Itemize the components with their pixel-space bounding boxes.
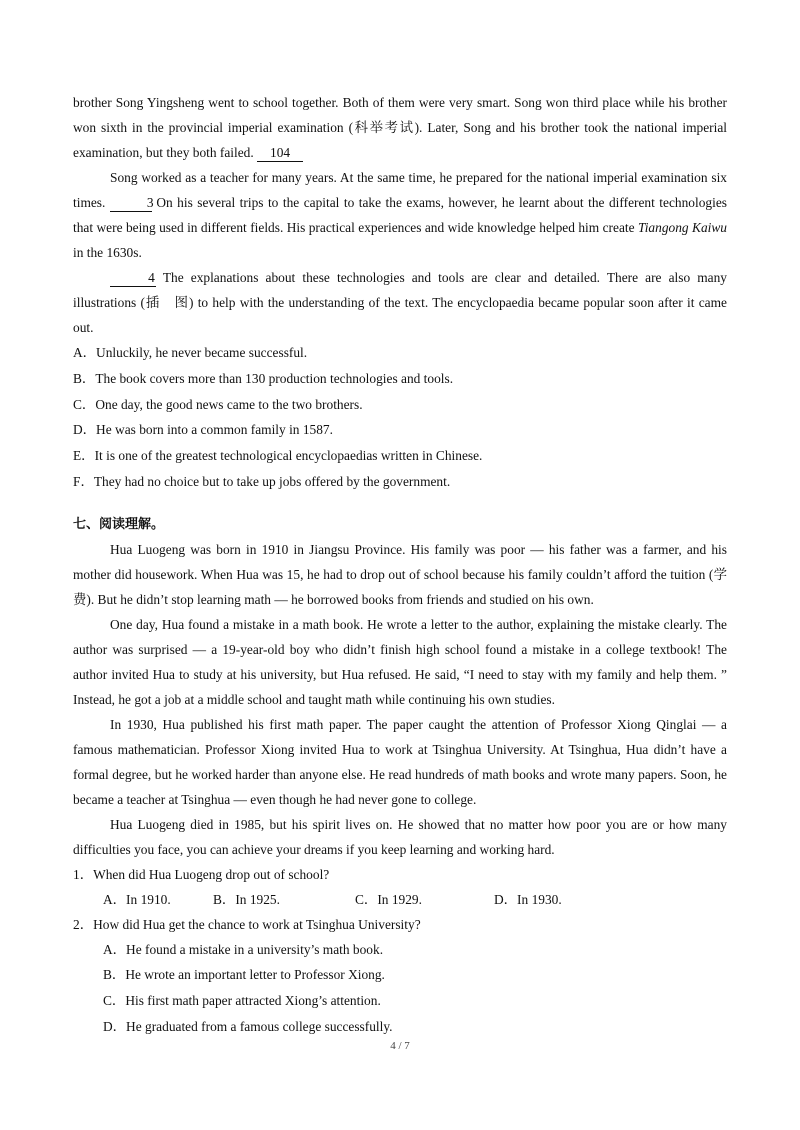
- question-2-stem: 2．How did Hua get the chance to work at Tsinghua University?: [73, 916, 421, 932]
- passage-paragraph-1: brother Song Yingsheng went to school together. Both of them were very smart. Song won third place while his brother won sixth in the provincial imperial examination (科举考试). Later, Song and his brother took the national imperial examination, but they both failed. 104: [73, 95, 727, 160]
- option-c: C．One day, the good news came to the two brothers.: [73, 396, 363, 412]
- option-b: B．The book covers more than 130 production technologies and tools.: [73, 370, 454, 386]
- question-1-stem: 1．When did Hua Luogeng drop out of school?: [73, 866, 330, 882]
- answer-blank-4: 4: [110, 270, 156, 287]
- option-d: D．He was born into a common family in 1587.: [73, 422, 333, 438]
- q2-choice-b: B．He wrote an important letter to Professor Xiong.: [103, 967, 385, 983]
- answer-blank-3: 3: [110, 195, 152, 212]
- q1-choice-d: D．In 1930.: [494, 891, 562, 907]
- document-page: [73, 90, 727, 1039]
- q2-choice-a: A．He found a mistake in a university’s math book.: [103, 941, 384, 957]
- q2-choice-d: D．He graduated from a famous college successfully.: [103, 1018, 393, 1034]
- question-1-choices: [73, 887, 727, 912]
- q1-choice-c: C．In 1929.: [355, 891, 422, 907]
- reading-paragraph-1: Hua Luogeng was born in 1910 in Jiangsu Province. His family was poor — his father was a farmer, and his mother did housework. When Hua was 15, he had to drop out of school because his family couldn’t afford the tuition (学费). But he didn’t stop learning math — he borrowed books from friends and studied on his own.: [73, 541, 727, 607]
- page-number: 4 / 7: [390, 1040, 410, 1052]
- section-heading: 七、阅读理解。: [73, 516, 165, 532]
- option-e: E．It is one of the greatest technological encyclopaedias written in Chinese.: [73, 448, 483, 464]
- reading-paragraph-2: One day, Hua found a mistake in a math book. He wrote a letter to the author, explaining the mistake clearly. The author was surprised — a 19-year-old boy who didn’t finish high school found a mistake in a college textbook! The author invited Hua to study at his university, but Hua refused. He said, “I need to stay with my family and help them. ” Instead, he got a job at a middle school and taught math while continuing his own studies.: [73, 616, 727, 707]
- answer-blank-104: 104: [257, 145, 303, 162]
- q1-choice-b: B．In 1925.: [213, 891, 280, 907]
- passage-paragraph-2: Song worked as a teacher for many years. At the same time, he prepared for the national imperial examination six times. 3 On his several trips to the capital to take the exams, however, he learnt about the different technologies that were being used in different fields. His practical experiences and wide knowledge helped him create Tiangong Kaiwu in the 1630s.: [73, 170, 727, 260]
- reading-paragraph-4: Hua Luogeng died in 1985, but his spirit lives on. He showed that no matter how poor you are or how many difficulties you face, you can achieve your dreams if you keep learning and working hard.: [73, 816, 727, 857]
- book-title: Tiangong Kaiwu: [638, 220, 727, 235]
- option-a: A．Unluckily, he never became successful.: [73, 345, 308, 360]
- passage-paragraph-3: 4 The explanations about these technologies and tools are clear and detailed. There are also many illustrations (插 图) to help with the understanding of the text. The encyclopaedia became popular soon after it came out.: [73, 270, 727, 335]
- q2-choice-c: C．His first math paper attracted Xiong’s attention.: [103, 992, 381, 1008]
- option-f: F．They had no choice but to take up jobs offered by the government.: [73, 473, 451, 489]
- reading-paragraph-3: In 1930, Hua published his first math paper. The paper caught the attention of Professor Xiong Qinglai — a famous mathematician. Professor Xiong invited Hua to work at Tsinghua University. At Tsinghua, Hua didn’t have a formal degree, but he worked harder than anyone else. He read hundreds of math books and wrote many papers. Soon, he became a teacher at Tsinghua — even though he had never gone to college.: [73, 716, 727, 807]
- q1-choice-a: A．In 1910.: [103, 891, 171, 907]
